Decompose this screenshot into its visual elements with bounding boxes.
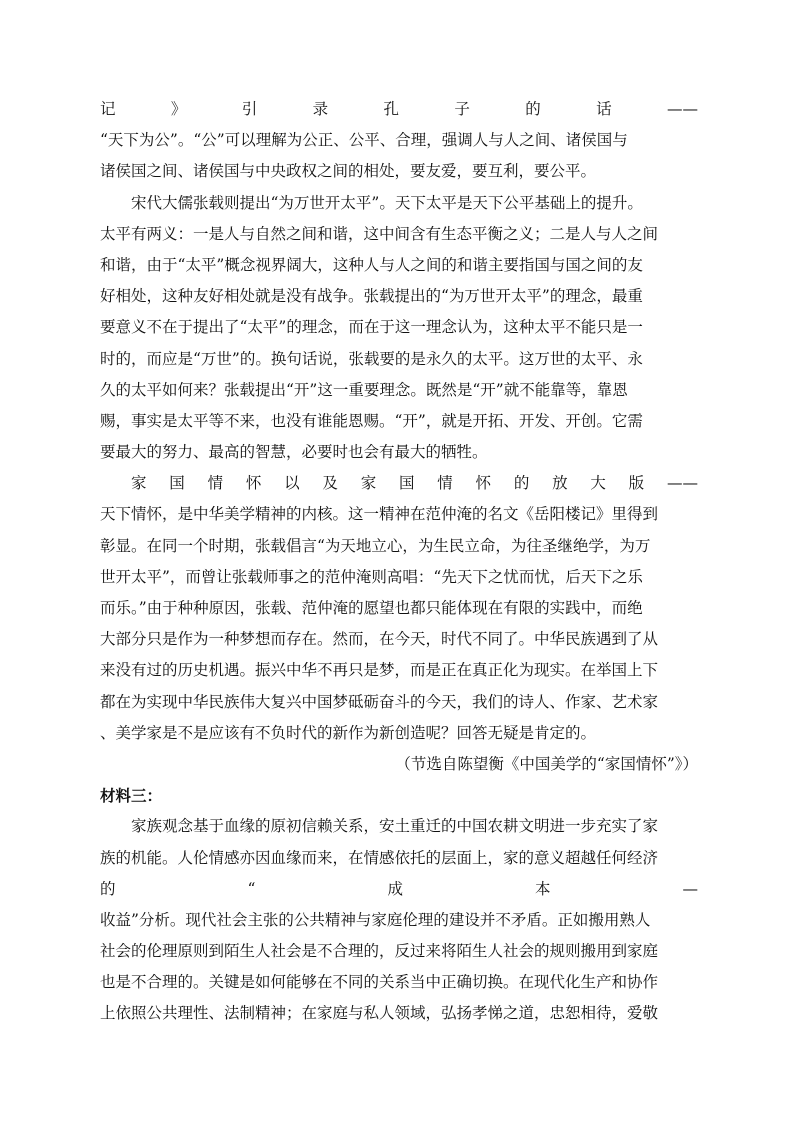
text-line: 、美学家是不是应该有不负时代的新作为新创造呢？回答无疑是肯定的。 (100, 723, 597, 742)
justified-line-2 (100, 468, 698, 499)
text-line: 太平有两义：一是人与自然之间和谐，这中间含有生态平衡之义；二是人与人之间 (100, 224, 659, 243)
char: 怀 (245, 474, 262, 493)
char: 的 (525, 100, 541, 118)
text-line: 要最大的努力、最高的智慧，必要时也会有最大的牺牲。 (100, 443, 488, 462)
char: “ (247, 879, 256, 898)
char: 情 (437, 474, 453, 493)
text-line: 收益”分析。现代社会主张的公共精神与家庭伦理的建设并不矛盾。正如搬用熟人 (100, 910, 651, 929)
text-line: 和谐，由于“太平”概念视界阔大，这种人与人之间的和谐主要指国与国之间的友 (100, 255, 643, 274)
char: 的 (100, 879, 116, 898)
char: 本 (534, 879, 551, 898)
text-line: 都在为实现中华民族伟大复兴中国梦砥砺奋斗的今天，我们的诗人、作家、艺术家 (100, 692, 659, 711)
char: — (682, 879, 698, 898)
justified-line-1 (100, 94, 698, 125)
char: —— (666, 474, 698, 493)
char: 录 (312, 100, 329, 118)
text-line: 也是不合理的。关键是如何能够在不同的关系当中正确切换。在现代化生产和协作 (100, 973, 659, 992)
char: 家 (360, 474, 377, 493)
text-line: 大部分只是作为一种梦想而存在。然而，在今天，时代不同了。中华民族遇到了从 (100, 630, 659, 649)
char: 引 (241, 100, 258, 118)
text-line: 世开太平”，而曾让张载师事之的范仲淹则高唱：“先天下之忧而忧，后天下之乐 (100, 567, 643, 586)
char: 怀 (475, 474, 492, 493)
char: 记 (100, 100, 116, 118)
char: 的 (513, 474, 530, 493)
char: 国 (169, 474, 185, 493)
char: 版 (628, 474, 645, 493)
justified-line-3 (100, 874, 698, 905)
text-line: 族的机能。人伦情感亦因血缘而来，在情感依托的层面上，家的意义超越任何经济 (100, 848, 659, 867)
char: 及 (322, 474, 338, 493)
char: 国 (398, 474, 415, 493)
text-line: 家族观念基于血缘的原初信赖关系，安土重迁的中国农耕文明进一步充实了家 (131, 817, 659, 836)
text-line: 而乐。”由于种种原因，张载、范仲淹的愿望也都只能体现在有限的实践中，而绝 (100, 599, 643, 617)
char: 话 (596, 100, 612, 118)
char: 以 (284, 474, 300, 493)
text-line: 诸侯国之间、诸侯国与中央政权之间的相处，要友爱，要互利，要公平。 (100, 162, 597, 181)
char: 家 (131, 474, 147, 493)
text-line: 宋代大儒张载则提出“为万世开太平”。天下太平是天下公平基础上的提升。 (131, 193, 643, 212)
char: 孔 (383, 100, 400, 118)
text-line: 来没有过的历史机遇。振兴中华不再只是梦，而是正在真正化为现实。在举国上下 (100, 661, 659, 680)
text-line: 赐，事实是太平等不来，也没有谁能恩赐。“开”，就是开拓、开发、开创。它需 (100, 411, 643, 430)
text-line: 好相处，这种友好相处就是没有战争。张载提出的“为万世开太平”的理念，最重 (100, 287, 643, 306)
text-line: 要意义不在于提出了“太平”的理念，而在于这一理念认为，这种太平不能只是一 (100, 318, 643, 337)
char: 放 (552, 474, 568, 493)
source-citation: （节选自陈望衡《中国美学的“家国情怀”》） (395, 754, 698, 773)
document-page (100, 94, 698, 1030)
text-line: 天下情怀，是中华美学精神的内核。这一精神在范仲淹的名文《岳阳楼记》里得到 (100, 505, 659, 524)
char: 大 (590, 474, 606, 493)
char: 》 (170, 100, 187, 118)
text-line: 时的，而应是“万世”的。换句话说，张载要的是永久的太平。这万世的太平、永 (100, 349, 643, 368)
text-line: 社会的伦理原则到陌生人社会是不合理的，反过来将陌生人社会的规则搬用到家庭 (100, 942, 659, 961)
char: 成 (387, 879, 403, 898)
text-line: 久的太平如何来？张载提出“开”这一重要理念。既然是“开”就不能靠等，靠恩 (100, 380, 628, 399)
char: —— (667, 100, 698, 118)
char: 子 (454, 100, 470, 118)
section-heading: 材料三： (100, 786, 163, 806)
char: 情 (207, 474, 224, 493)
text-line: 彰显。在同一个时期，张载倡言“为天地立心，为生民立命，为往圣继绝学，为万 (100, 536, 651, 555)
text-line: “天下为公”。“公”可以理解为公正、公平、合理，强调人与人之间、诸侯国与 (100, 131, 628, 150)
text-line: 上依照公共理性、法制精神；在家庭与私人领域，弘扬孝悌之道，忠恕相待，爱敬 (100, 1004, 659, 1023)
